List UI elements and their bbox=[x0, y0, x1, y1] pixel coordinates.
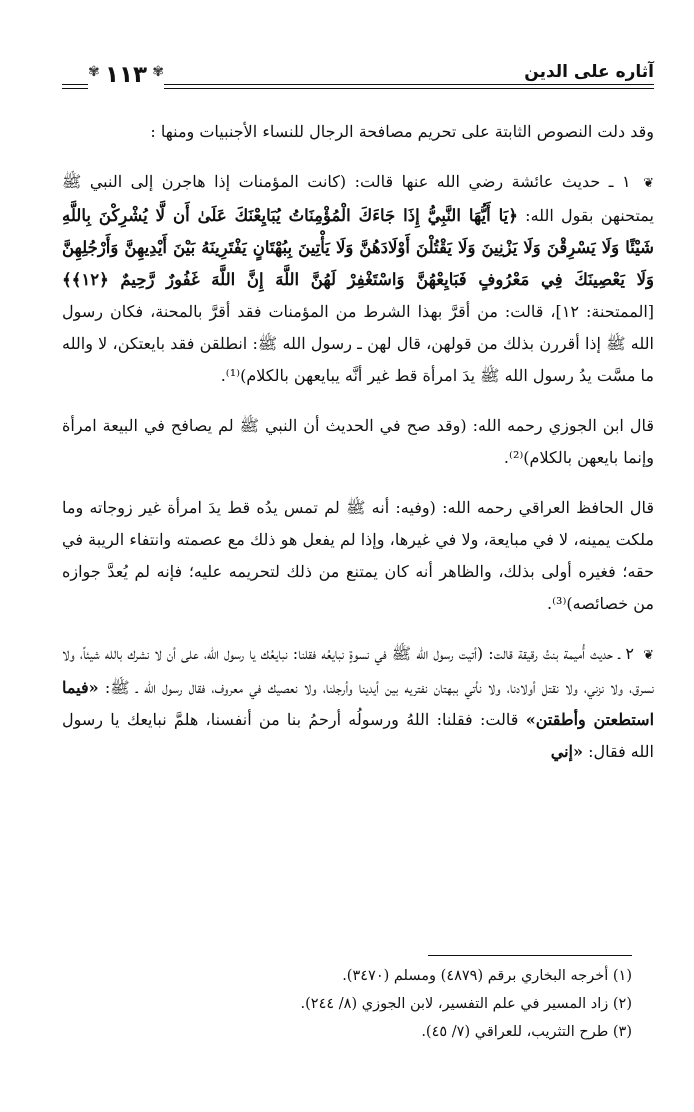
leaf-bullet-icon: ❦ bbox=[643, 176, 654, 191]
iraqi-paragraph: قال الحافظ العراقي رحمه الله: (وفيه: أنه ﷺ لم تمس يدُه قط يدَ امرأة غير زوجاته وما ملكت يمينه، لا في مبايعة، ولا في غيرها، وإذا لم يفعل هو ذلك مع عصمته وانتفاء الريبة في حقه؛ فغيره أولى بذلك، والظاهر أنه كان يمتنع من ذلك لتحريمه عليه؛ فإنه لم يُعدَّ جوازه من خصائصه)⁽³⁾. bbox=[62, 498, 655, 613]
floral-ornament-icon: ✾ bbox=[88, 64, 100, 80]
footnote-3: (٣) طرح التثريب، للعراقي (٧/ ٤٥). bbox=[421, 1024, 632, 1040]
hadith-2-quote-2: «إني bbox=[550, 742, 583, 761]
quran-verse: ﴿يَا أَيُّهَا النَّبِيُّ إِذَا جَاءَكَ الْمُؤْمِنَاتُ يُبَايِعْنَكَ عَلَىٰ أَن لَّا يُشْرِكْنَ بِاللَّهِ شَيْئًا وَلَا يَسْرِقْنَ وَلَا يَزْنِينَ وَلَا يَقْتُلْنَ أَوْلَادَهُنَّ وَلَا يَأْتِينَ بِبُهْتَانٍ يَفْتَرِينَهُ بَيْنَ أَيْدِيهِنَّ وَأَرْجُلِهِنَّ وَلَا يَعْصِينَكَ فِي مَعْرُوفٍ فَبَايِعْهُنَّ وَاسْتَغْفِرْ لَهُنَّ اللَّهَ إِنَّ اللَّهَ غَفُورٌ رَّحِيمٌ ﴿١٢﴾﴾ bbox=[62, 206, 654, 289]
footnote-1: (١) أخرجه البخاري برقم (٤٨٧٩) ومسلم (٣٤٧٠). bbox=[342, 968, 632, 984]
footnote-separator bbox=[428, 955, 632, 956]
hadith-2-part1: ٢ ـ حديث أُميمة بنتُ رقيقة قالت: (أتيت رسول الله ﷺ في نسوةٍ نبايعُه فقلنا: نبايعُك يا رسول الله، على أن لا نشرك بالله شيئاً، ولا نسرق، ولا نزني، ولا نقتل أولادنا، ولا نأتي ببهتان نفتريه بين أيدينا وأرجلنا، ولا نعصيك في معروف، فقال رسول الله ـ ﷺ: bbox=[62, 644, 654, 697]
hadith-2-paragraph bbox=[62, 638, 654, 768]
footnote-2: (٢) زاد المسير في علم التفسير، لابن الجوزي (٨/ ٢٤٤). bbox=[300, 996, 632, 1012]
running-title: آثاره على الدين bbox=[524, 62, 654, 82]
leaf-bullet-icon: ❦ bbox=[643, 648, 654, 663]
hadith-2-quote-1: «فيما استطعتن وأطقتن» bbox=[62, 678, 655, 729]
floral-ornament-icon: ✾ bbox=[152, 64, 164, 80]
main-text bbox=[62, 116, 654, 786]
hadith-1-rest: [الممتحنة: ١٢]، قالت: من أقرَّ بهذا الشرط من المؤمنات فقد أقرَّ بالمحنة، فكان رسول الله ﷺ إذا أقررن بذلك من قولهن، قال لهن ـ رسول الله ﷺ: انطلقن فقد بايعتكن، لا والله ما مسَّت يدُ رسول الله ﷺ يدَ امرأة قط غير أنَّه يبايعهن بالكلام)⁽¹⁾. bbox=[62, 302, 655, 385]
hadith-1-paragraph bbox=[62, 166, 654, 392]
footnotes bbox=[40, 962, 632, 1046]
page-header bbox=[62, 54, 654, 100]
hadith-2-part2: قالت: فقلنا: اللهُ ورسولُه أرحمُ بنا من أنفسنا، هلمَّ نبايعك يا رسول الله فقال: bbox=[62, 710, 654, 761]
hadith-1-prefix: ١ ـ حديث عائشة رضي الله عنها قالت: (كانت المؤمنات إذا هاجرن إلى النبي ﷺ يمتحنهن بقول الله: bbox=[62, 172, 654, 225]
page-number-box bbox=[88, 58, 164, 92]
page-number: ١١٣ bbox=[104, 62, 148, 88]
intro-paragraph: وقد دلت النصوص الثابتة على تحريم مصافحة الرجال للنساء الأجنبيات ومنها : bbox=[150, 122, 654, 141]
ibn-jawzi-paragraph: قال ابن الجوزي رحمه الله: (وقد صح في الحديث أن النبي ﷺ لم يصافح في البيعة امرأة وإنما بايعهن بالكلام)⁽²⁾. bbox=[62, 416, 654, 467]
